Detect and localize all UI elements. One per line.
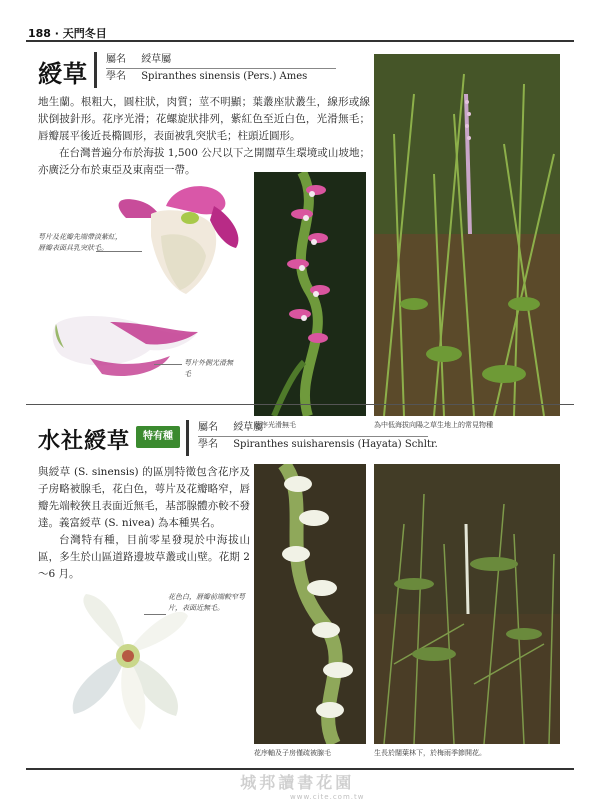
watermark-logo-text: 城邦讀書花園: [240, 773, 355, 792]
sepal-annotation: 萼片外側光滑無毛: [184, 359, 233, 378]
section-divider: [26, 404, 574, 405]
forest-floor-habitat-illustration: [374, 464, 560, 744]
inflorescence-photo: [254, 464, 366, 744]
flower-front-annotation: 萼片及花瓣先端帶淡紫紅，唇瓣表面具乳突狀毛。: [38, 233, 122, 252]
habitat-caption: 生長於闊葉林下，於梅雨季節開花。: [374, 749, 486, 757]
habitat-caption: 為中低海拔向陽之草生地上的常見物種: [374, 421, 493, 429]
species-name: 水社綬草: [38, 429, 131, 454]
scientific-name-label: 學名: [106, 71, 126, 82]
grassland-habitat-illustration: [374, 54, 560, 416]
habitat-photo: [374, 54, 560, 416]
comparison-paragraph: 與綬草 (S. sinensis) 的區別特徵包含花序及子房略被腺毛，花白色，萼片及花瓣略窄，唇瓣先端較狹且表面近無毛，基部腺體亦較不發達。義富綬草 (S. nivea) 為本種異名。: [38, 466, 250, 529]
inflorescence-caption: 花序光滑無毛: [254, 421, 296, 429]
genus-label: 屬名: [198, 422, 218, 433]
species-name: 綬草: [38, 60, 88, 88]
genus-value: 綬草屬: [141, 54, 172, 65]
page-number-title: 188 · 天門冬目: [28, 27, 107, 40]
annotation-leader-line: [154, 364, 182, 365]
annotation-leader-line: [96, 251, 142, 252]
genus-value: 綬草屬: [233, 422, 264, 433]
habitat-photo: [374, 464, 560, 744]
watermark-url: www.cite.com.tw: [290, 793, 365, 799]
scientific-name-row: [198, 437, 438, 454]
flower-side-photo: [50, 308, 200, 388]
endemic-badge: 特有種: [136, 426, 180, 448]
species-description: [38, 464, 250, 583]
genus-label: 屬名: [106, 54, 126, 65]
white-spiral-inflorescence-illustration: [254, 464, 366, 744]
flower-side-illustration: [50, 308, 200, 388]
flower-closeup-photo: [106, 176, 246, 301]
flower-front-illustration: [106, 176, 246, 301]
inflorescence-caption: 花序軸及子房僅疏被腺毛: [254, 749, 331, 757]
spiral-inflorescence-illustration: [254, 172, 366, 416]
page-header: [26, 24, 574, 42]
distribution-paragraph: 在台灣普遍分布於海拔 1,500 公尺以下之開闊草生環境或山坡地；亦廣泛分布於東亞及東南亞一帶。: [38, 147, 370, 176]
genus-row: [106, 52, 336, 69]
scientific-name-row: [106, 69, 336, 86]
taxonomy-block: [198, 420, 438, 454]
taxonomy-block: [106, 52, 336, 86]
morphology-paragraph: 地生蘭。根粗大，圓柱狀，肉質；莖不明顯；葉叢座狀叢生，線形或線狀倒披針形。花序光滑；花螺旋狀排列，紫紅色至近白色，光滑無毛；唇瓣展平後近長橢圓形，表面被乳突狀毛；柱頭近圓形。: [38, 96, 370, 142]
watermark: [230, 770, 364, 799]
annotation-leader-line: [144, 614, 166, 615]
name-divider-bar: [186, 420, 189, 456]
species-description: [38, 94, 370, 179]
scientific-name-value: Spiranthes suisharensis (Hayata) Schltr.: [233, 439, 438, 450]
species-section-sinensis: [26, 46, 574, 429]
distribution-paragraph: 台灣特有種，目前零星發現於中海拔山區，多生於山區道路邊坡草叢或山壁。花期 2～6 月。: [38, 534, 250, 580]
scientific-name-value: Spiranthes sinensis (Pers.) Ames: [141, 71, 308, 82]
species-section-suisharensis: [26, 408, 574, 768]
genus-row: [198, 420, 428, 437]
flower-annotation: 花色白，唇瓣前端較窄萼片，表面近無毛。: [168, 593, 245, 612]
name-divider-bar: [94, 52, 97, 88]
scientific-name-label: 學名: [198, 439, 218, 450]
inflorescence-photo: [254, 172, 366, 416]
